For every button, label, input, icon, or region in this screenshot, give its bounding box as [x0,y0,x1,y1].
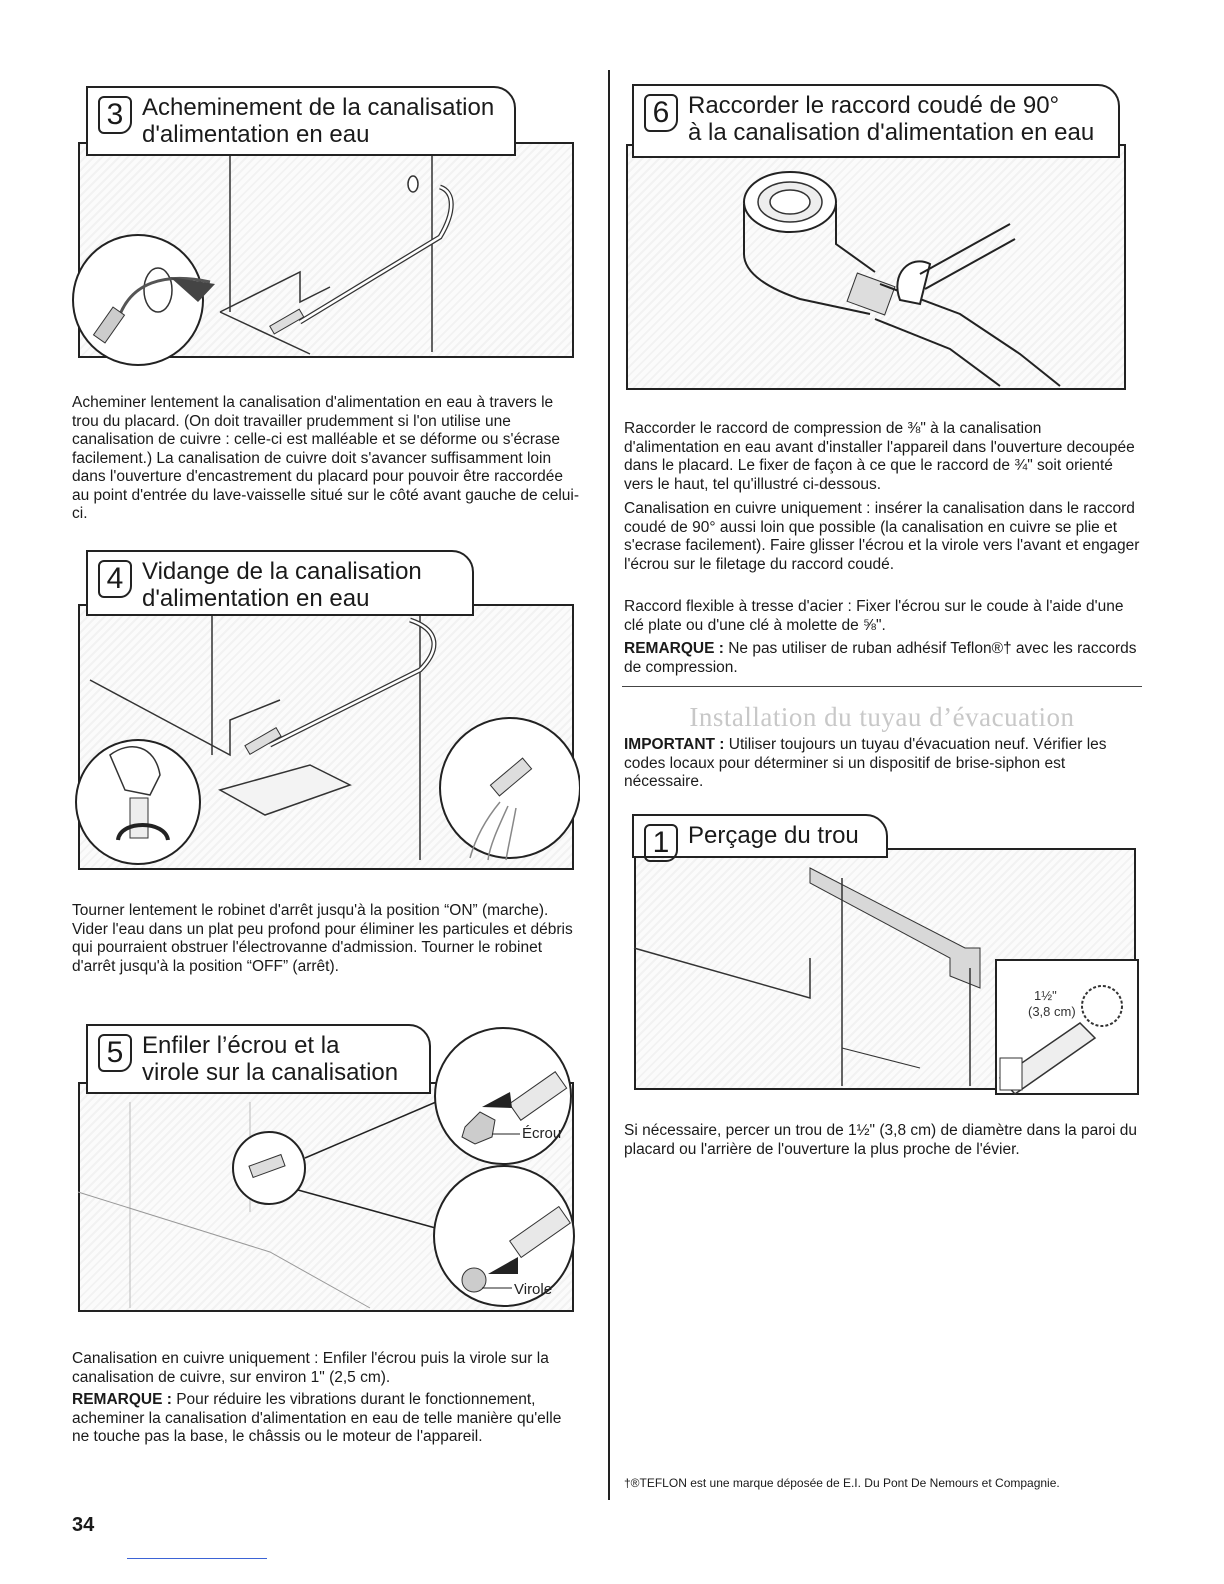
step-4-header [86,550,474,616]
step-5-header [86,1024,431,1094]
step-6-note-label: REMARQUE : [624,640,724,657]
step-6-text-1: Raccorder le raccord de compression de ⅜" à la canalisation d'alimentation en eau avant d'installer l'appareil dans l'ouverture decoupée dans le placard. Le fixer de façon à ce que le raccord de ¾" soit orienté vers le haut, tel qu'illustré ci-dessous. [624,420,1135,493]
step-1-title: Perçage du trou [688,822,859,849]
step-4-text: Tourner lentement le robinet d'arrêt jusqu'à la position “ON” (marche). Vider l'eau dans un plat peu profond pour éliminer les particules et débris qui pourraient obstruer l'électrovanne d'admission. Tourner le robinet d'arrêt jusqu'à la position “OFF” (arrêt). [72,902,573,975]
step-4-number: 4 [98,560,132,598]
step-5-number: 5 [98,1034,132,1072]
step-1-text: Si nécessaire, percer un trou de 1½" (3,8 cm) de diamètre dans la paroi du placard ou l'arrière de l'ouverture la plus proche de l'évier. [624,1122,1137,1158]
step-5-note-text: Pour réduire les vibrations durant le fonctionnement, acheminer la canalisation d'alimentation en eau de telle manière qu'elle ne touche pas la base, le châssis ou le moteur de l'appareil. [72,1391,562,1445]
section-title: Installation du tuyau d’évacuation [689,702,1075,732]
step-3-number: 3 [98,96,132,134]
step-6-text-2: Canalisation en cuivre uniquement : insérer la canalisation dans le raccord coudé de 90° aussi loin que possible (la canalisation en cuivre se plie et s'ecrase facilement). Faire glisser l'écrou et la virole vers l'avant et engager l'écrou sur le filetage du raccord coudé. [624,500,1140,573]
hole-size-cm: (3,8 cm) [1028,1004,1076,1019]
step-6-title: Raccorder le raccord coudé de 90° à la canalisation d'alimentation en eau [688,92,1095,146]
column-divider [608,70,610,1500]
step-1-header [632,814,888,858]
step-3-figure [70,72,580,384]
step-6-header [632,84,1120,158]
step-3-title: Acheminement de la canalisation d'alimentation en eau [142,94,495,148]
step-3-header [86,86,516,156]
nut-label: Écrou [522,1125,562,1142]
step-5-note [72,1391,580,1447]
important-body: Utiliser toujours un tuyau d'évacuation neuf. Vérifier les codes locaux pour déterminer si un dispositif de brise-siphon est nécessaire. [624,736,1107,790]
step-1-number: 1 [644,824,678,862]
step-4-figure [70,540,580,876]
step-6-text-3: Raccord flexible à tresse d'acier : Fixer l'écrou sur le coude à l'aide d'une clé plate ou d'une clé à molette de ⅝". [624,598,1124,634]
step-4-title: Vidange de la canalisation d'alimentation en eau [142,558,422,612]
section-divider [622,686,1142,687]
step-3-text: Acheminer lentement la canalisation d'alimentation en eau à travers le trou du placard. (On doit travailler prudemment si l'on utilise une canalisation de cuivre : celle-ci est malléable et se déforme ou s'écrase facilement.) La canalisation de cuivre doit s'avancer suffisamment loin dans l'ouverture d'encastrement du placard pour pouvoir être raccordée au point d'entrée du lave-vaisselle situé sur le côté avant gauche de celui-ci. [72,394,580,522]
footnote: †®TEFLON est une marque déposée de E.I. Du Pont De Nemours et Compagnie. [624,1476,1060,1490]
ferrule-label: Virole [514,1281,553,1298]
hole-size-inches: 1½" [1034,988,1057,1003]
step-5-title: Enfiler l’écrou et la virole sur la canalisation [142,1032,399,1086]
bottom-link-line [127,1558,267,1559]
step-6-note [624,640,1140,677]
step-5-text: Canalisation en cuivre uniquement : Enfiler l'écrou puis la virole sur la canalisation de cuivre, sur environ 1" (2,5 cm). [72,1350,549,1386]
important-text [624,736,1140,792]
step-1-figure [620,808,1140,1108]
step-5-note-label: REMARQUE : [72,1391,172,1408]
step-5-figure [70,1012,580,1324]
important-label: IMPORTANT : [624,736,725,753]
step-6-note-text: Ne pas utiliser de ruban adhésif Teflon®† avec les raccords de compression. [624,640,1137,676]
step-6-figure [620,74,1140,406]
page-number: 34 [72,1514,95,1536]
step-6-number: 6 [644,94,678,132]
